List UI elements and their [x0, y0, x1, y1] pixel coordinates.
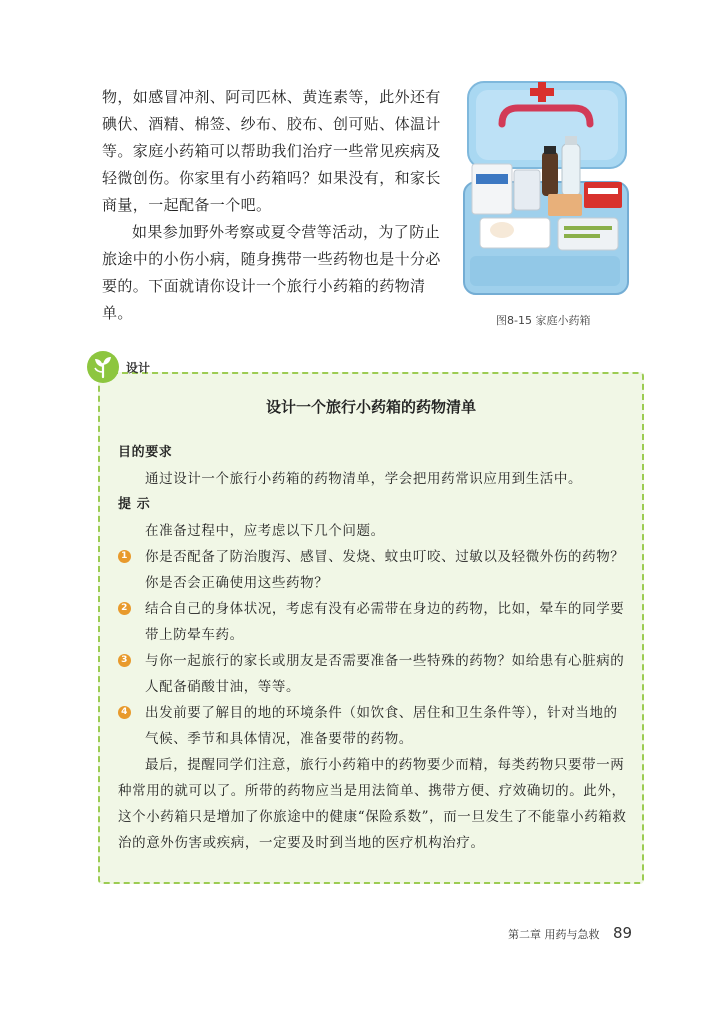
chapter-label: 第二章 用药与急救: [508, 928, 600, 941]
intro-paragraph-1: 物，如感冒冲剂、阿司匹林、黄连素等，此外还有碘伏、酒精、棉签、纱布、胶布、创可贴、体温计等。家庭小药箱可以帮助我们治疗一些常见疾病及轻微创伤。你家里有小药箱吗？如果没有，和家长商量，一起配备一个吧。: [102, 88, 441, 214]
figure-caption: 图8-15 家庭小药箱: [496, 314, 591, 327]
tips-heading: 提 示: [118, 497, 151, 512]
design-body: [118, 440, 630, 856]
goal-text: 通过设计一个旅行小药箱的药物清单，学会把用药常识应用到生活中。: [145, 471, 583, 487]
tip-item: [118, 596, 630, 648]
design-section-tag: [86, 350, 646, 380]
tip-text: 结合自己的身体状况，考虑有没有必需带在身边的药物，比如，晕车的同学要带上防晕车药。: [145, 601, 625, 643]
page-footer: [508, 924, 648, 942]
number-badge-icon: 1: [118, 550, 131, 563]
number-badge-icon: 3: [118, 654, 131, 667]
page-number: 89: [613, 924, 633, 942]
medicine-kit-photo: [462, 78, 630, 304]
number-badge-icon: 2: [118, 602, 131, 615]
closing-text: 最后，提醒同学们注意，旅行小药箱中的药物要少而精，每类药物只要带一两种常用的就可以了。所带的药物应当是用法简单、携带方便、疗效确切的。此外，这个小药箱只是增加了你旅途中的健康“保险系数”，而一旦发生了不能靠小药箱救治的意外伤害或疾病，一定要及时到当地的医疗机构治疗。: [118, 757, 627, 851]
tip-item: [118, 700, 630, 752]
tip-item: [118, 544, 630, 596]
tip-item: [118, 648, 630, 700]
leaf-icon: [86, 350, 120, 384]
tip-text: 与你一起旅行的家长或朋友是否需要准备一些特殊的药物？如给患有心脏病的人配备硝酸甘油，等等。: [145, 653, 625, 695]
design-activity-box: [98, 372, 644, 884]
goal-heading: 目的要求: [118, 445, 173, 460]
number-badge-icon: 4: [118, 706, 131, 719]
design-tag-label: 设计: [126, 361, 151, 375]
intro-paragraph-2: 如果参加野外考察或夏令营等活动，为了防止旅途中的小伤小病，随身携带一些药物也是十分必要的。下面就请你设计一个旅行小药箱的药物清单。: [102, 223, 441, 322]
tips-intro: 在准备过程中，应考虑以下几个问题。: [145, 523, 385, 539]
tip-text: 出发前要了解目的地的环境条件（如饮食、居住和卫生条件等），针对当地的气候、季节和具体情况，准备要带的药物。: [145, 705, 618, 747]
intro-text: [102, 84, 442, 327]
medicine-kit-illustration: [462, 78, 630, 304]
design-title: 设计一个旅行小药箱的药物清单: [265, 398, 476, 416]
tip-text: 你是否配备了防治腹泻、感冒、发烧、蚊虫叮咬、过敏以及轻微外伤的药物？你是否会正确使用这些药物？: [145, 549, 625, 591]
